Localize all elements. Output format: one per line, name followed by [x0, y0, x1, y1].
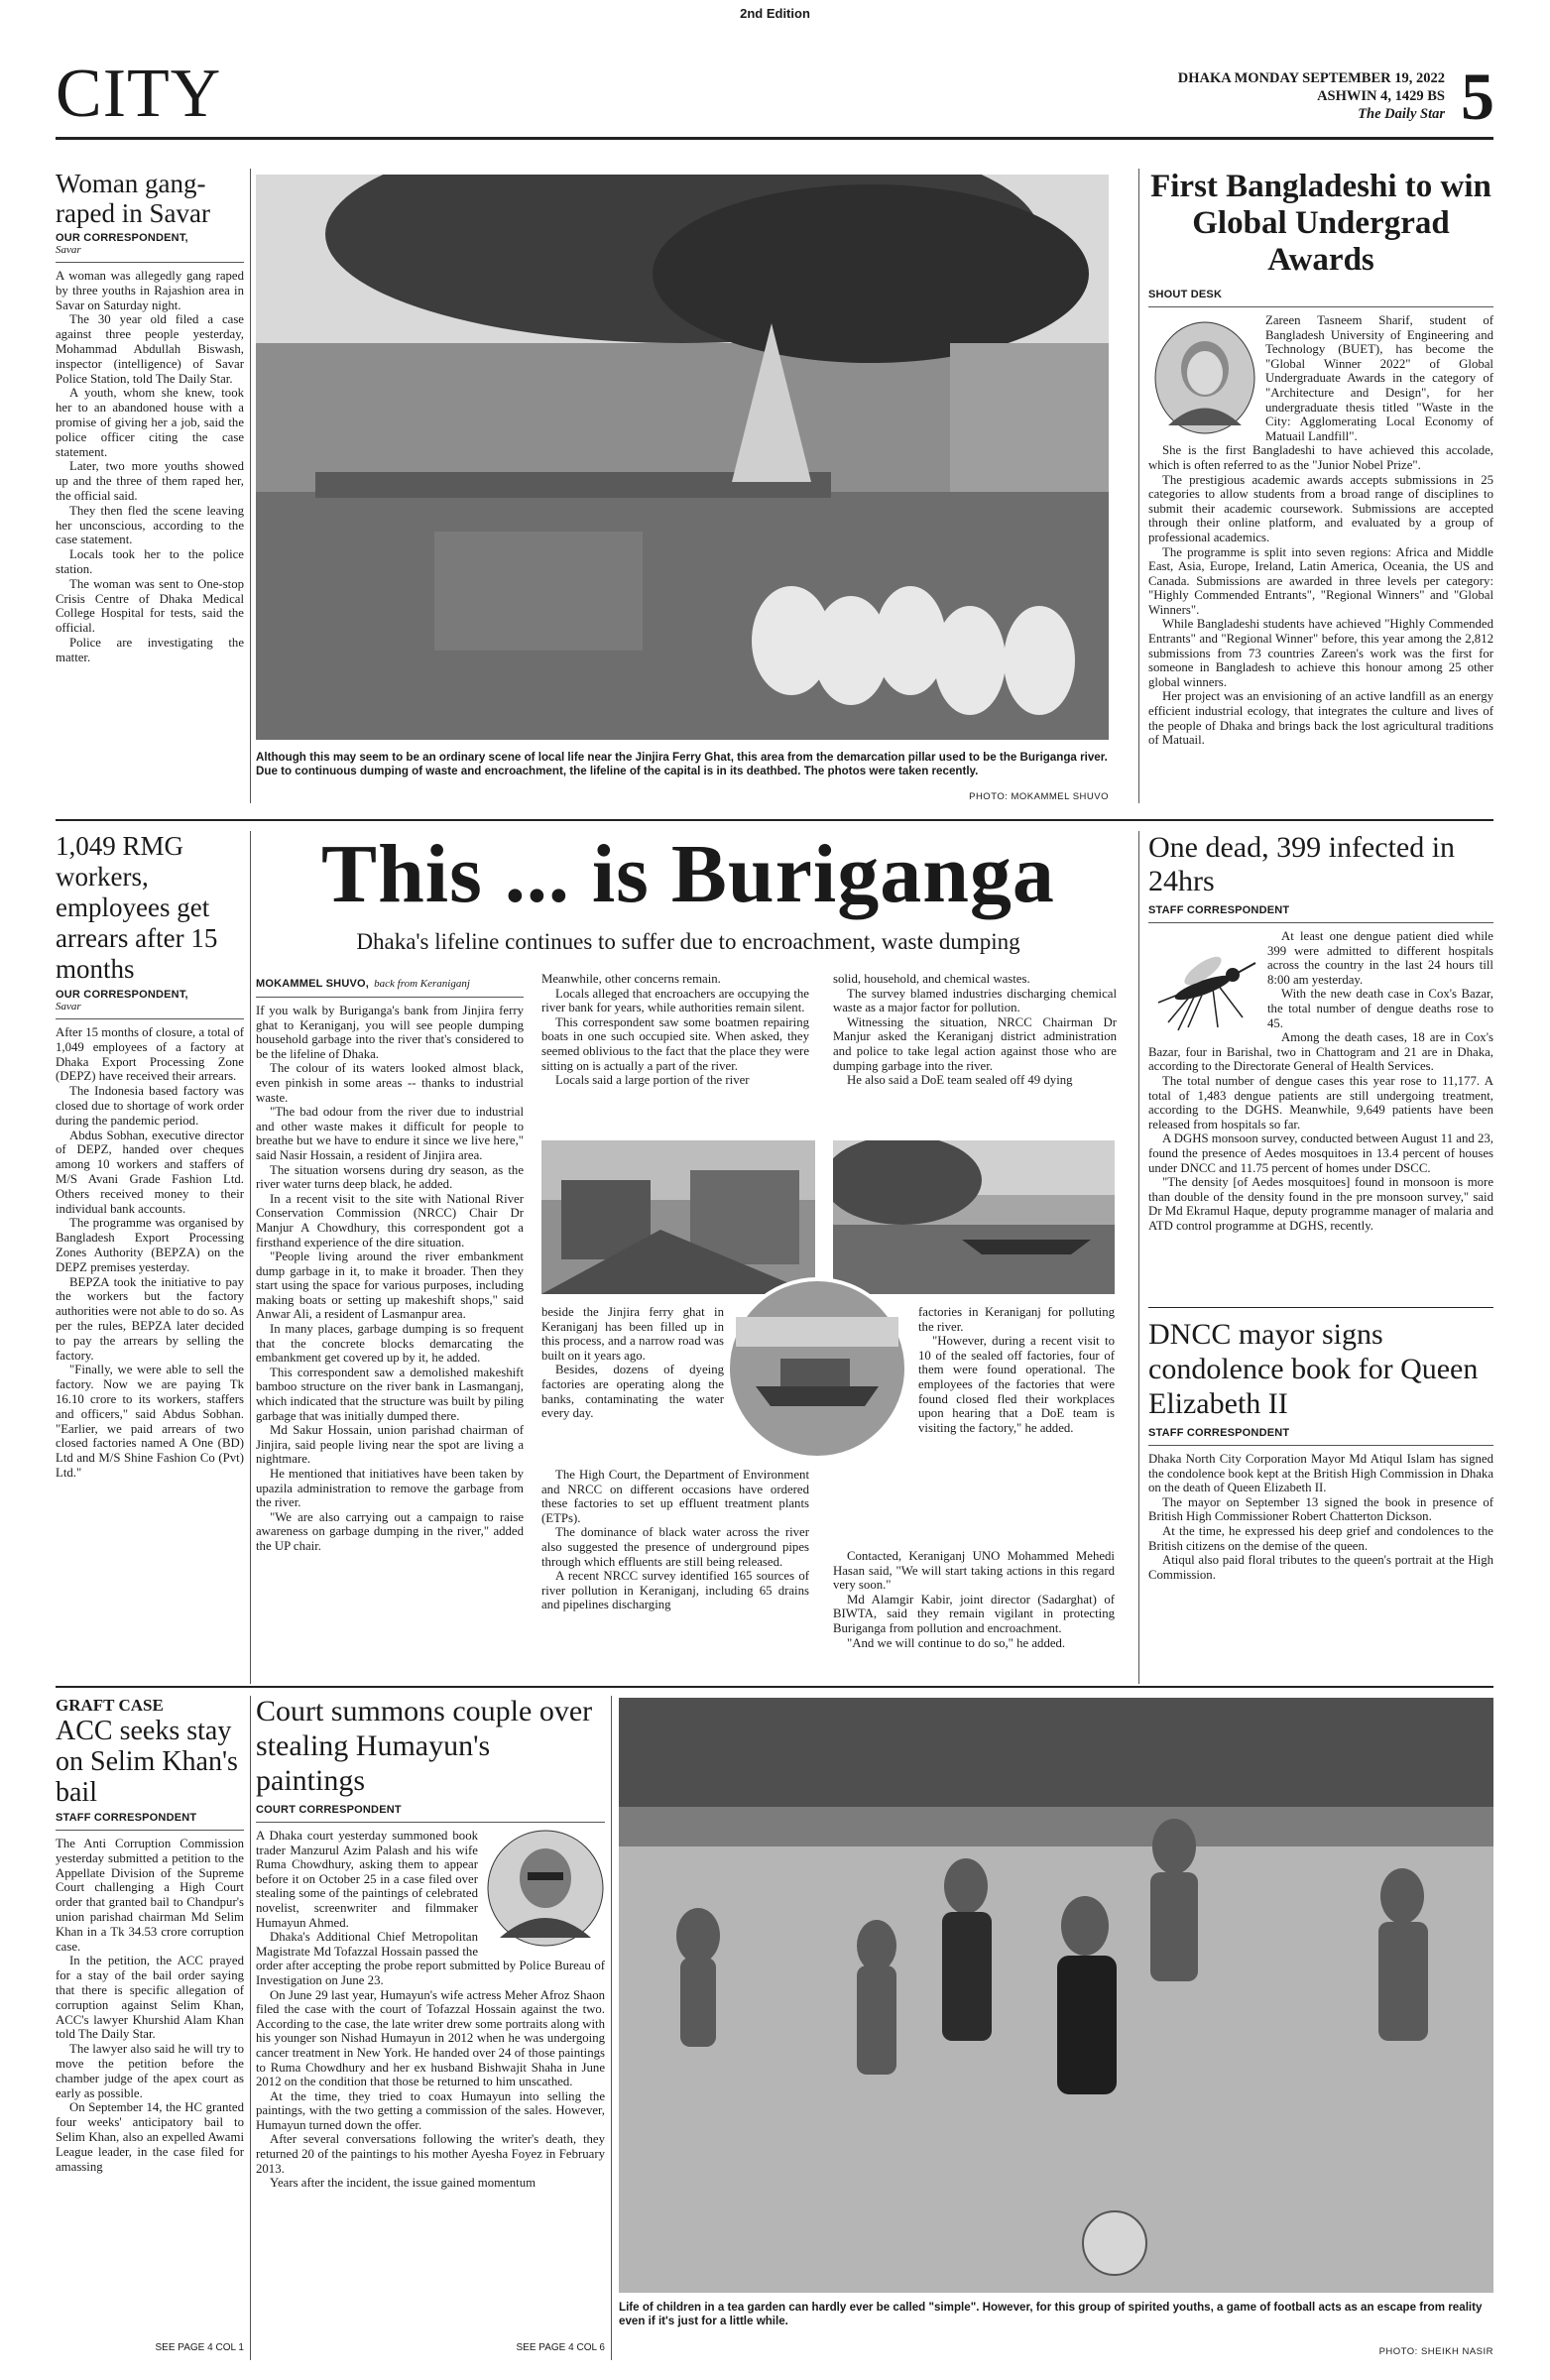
paragraph: At least one dengue patient died while 399 were admitted to different hospitals across the country in the last 24 hours till 8:00 am yesterday.: [1267, 929, 1493, 987]
paragraph: They then fled the scene leaving her unconscious, according to the case statement.: [56, 503, 244, 547]
dateline-place: back from Keraniganj: [374, 978, 470, 990]
paragraph: At the time, they tried to coax Humayun into selling the paintings, with the two getting a commission of the sales. However, Humayun turned down the offer.: [256, 2088, 605, 2132]
savar-story: [56, 169, 244, 665]
byline: MOKAMMEL SHUVO,: [256, 978, 370, 990]
edition-label: 2nd Edition: [740, 6, 810, 21]
paragraph: The Anti Corruption Commission yesterday submitted a petition to the Appellate Division of the Supreme Court challenging a High Court order that granted bail to Chandpur's union parishad chairman Md Selim Khan in a Tk 34.53 crore corruption case.: [56, 1837, 244, 1954]
paragraph: The 30 year old filed a case against three people yesterday, Mohammad Abdullah Biswash, inspector (intelligence) of Savar Police Station, told The Daily Star.: [56, 312, 244, 386]
byline: OUR CORRESPONDENT,: [56, 232, 188, 244]
paragraph: In many places, garbage dumping is so frequent that the concrete blocks demarcating the embankment get covered up by it, he added.: [256, 1322, 524, 1366]
dncc-story: [1148, 1317, 1493, 1582]
story-body: [56, 269, 244, 665]
buriganga-col-2-bottom-b: [541, 1468, 809, 1612]
dateline-place: Savar: [56, 1001, 81, 1012]
paragraph: The survey blamed industries discharging chemical waste as a major factor for pollution.: [833, 986, 1117, 1015]
portrait-image: [1154, 321, 1255, 435]
football-photo: [619, 1698, 1493, 2293]
top-photo-caption: Although this may seem to be an ordinary scene of local life near the Jinjira Ferry Ghat, this area from the demarcation pillar used to be the Buriganga river. Due to continuous dumping of waste and encroachment, the lifeline of the capital is in its deathbed. The photos were taken recently.: [256, 751, 1108, 777]
paragraph: Dhaka's Additional Chief Metropolitan Magistrate Md Tofazzal Hossain passed the order after accepting the probe report submitted by Police Bureau of Investigation on June 23.: [256, 1930, 605, 1987]
date: DHAKA MONDAY SEPTEMBER 19, 2022: [1177, 70, 1445, 86]
kicker: GRAFT CASE: [56, 1696, 164, 1715]
section-rule: [56, 1686, 1493, 1688]
photo-illustration: [833, 1140, 1115, 1294]
dateline-place: Savar: [56, 244, 81, 256]
paragraph: The High Court, the Department of Environment and NRCC on different occasions have ordered these factories to set up effluent treatment plants (ETPs).: [541, 1468, 809, 1525]
paragraph: The prestigious academic awards accepts submissions in 25 categories to allow students from a broad range of disciplines to submit their academic coursework. Submissions are accepted through their online platform, and evaluated by a group of professional academics.: [1148, 472, 1493, 544]
column-rule: [1138, 169, 1139, 803]
paragraph: BEPZA took the initiative to pay the workers but the factory authorities were not able to do so. As per the rules, BEPZA later decided to pay the arrears by selling the factory.: [56, 1274, 244, 1363]
paragraph: A woman was allegedly gang raped by three youths in Rajashion area in Savar on Saturday night.: [56, 269, 244, 312]
paragraph: "We are also carrying out a campaign to raise awareness on garbage dumping in the river," added the UP chair.: [256, 1509, 524, 1553]
mosquito-icon: [1148, 943, 1257, 1032]
headline: One dead, 399 infected in 24hrs: [1148, 831, 1456, 897]
subhead: Dhaka's lifeline continues to suffer due to encroachment, waste dumping: [356, 929, 1020, 954]
paragraph: On September 14, the HC granted four weeks' anticipatory bail to Selim Khan, also an expelled Awami League leader, in the case filed for amassing: [56, 2100, 244, 2174]
paragraph: Locals said a large portion of the river: [555, 1073, 750, 1088]
rmg-story: [56, 831, 244, 1481]
paragraph: "People living around the river embankment dump garbage in it, to make it broader. Then they start using the space for various purposes, including making boats or setting up makeshift shops," said Anwar Ali, a resident of Lasmanpur area.: [256, 1250, 524, 1322]
headline: ACC seeks stay on Selim Khan's bail: [56, 1716, 238, 1808]
paragraph: The lawyer also said he will try to move the petition before the chamber judge of the apex court as early as possible.: [56, 2042, 244, 2100]
paragraph: solid, household, and chemical wastes.: [833, 972, 1030, 986]
photo-illustration: [619, 1698, 1493, 2293]
football-photo-caption: Life of children in a tea garden can hardly ever be called "simple". However, for this group of spirited youths, a game of football acts as an escape from reality even if it's just for a little while.: [619, 2301, 1483, 2327]
paragraph: He also said a DoE team sealed off 49 dying: [847, 1073, 1073, 1088]
column-rule: [1138, 831, 1139, 1684]
portrait-humayun: [486, 1829, 605, 1948]
paragraph: Md Sakur Hossain, union parishad chairman of Jinjira, said people living near the spot are living a nightmare.: [256, 1423, 524, 1467]
photo-illustration: [256, 175, 1109, 740]
byline: OUR CORRESPONDENT,: [56, 989, 188, 1001]
paragraph: Dhaka North City Corporation Mayor Md Atiqul Islam has signed the condolence book kept at the British High Commission in Dhaka on the death of Queen Elizabeth II.: [1148, 1452, 1493, 1495]
bangla-date: ASHWIN 4, 1429 BS: [1317, 88, 1445, 104]
paragraph: She is the first Bangladeshi to have achieved this accolade, which is often referred to as the "Junior Nobel Prize".: [1148, 443, 1493, 472]
byline: STAFF CORRESPONDENT: [1148, 1427, 1290, 1439]
column-rule: [250, 831, 251, 1684]
paragraph: The colour of its waters looked almost black, even pinkish in some areas -- thanks to industrial waste.: [256, 1061, 524, 1105]
column-rule: [611, 1696, 612, 2360]
headline: Woman gang-raped in Savar: [56, 169, 210, 228]
divider: [256, 1822, 605, 1823]
column-rule: [250, 1696, 251, 2360]
story-divider: [1148, 1307, 1493, 1308]
paragraph: The dominance of black water across the river also suggested the presence of underground pipes through which effluents are still being released.: [541, 1525, 809, 1569]
top-photo-credit: PHOTO: MOKAMMEL SHUVO: [969, 791, 1109, 802]
paragraph: "Finally, we were able to sell the factory. Now we are paying Tk 16.10 crore to its workers, staffers and officers," said Abdus Sobhan. "Earlier, we paid arrears of two closed factories named A One (BD) Ltd and M/S Shine Fashion Co (Pvt) Ltd.": [56, 1363, 244, 1480]
byline: COURT CORRESPONDENT: [256, 1804, 402, 1816]
paragraph: At the time, he expressed his deep grief and condolences to the British citizens on the demise of the queen.: [1148, 1523, 1493, 1553]
paragraph: Her project was an envisioning of an active landfill as an energy efficient industrial ecology, that integrates the culture and lives of the people of Dhaka and brings back the lost agricultural traditions of Matuail.: [1148, 689, 1493, 748]
paragraph: The mayor on September 13 signed the book in presence of British High Commissioner Robert Chatterton Dickson.: [1148, 1494, 1493, 1524]
portrait-image: [486, 1829, 605, 1948]
paragraph: The programme is split into seven regions: Africa and Middle East, Asia, Europe, Ireland, Latin America, Oceania, the US and Canada. Submissions are awarded in three levels per category: "Highly Commended Entrants", "Regional Winners" and "Global Winners".: [1148, 544, 1493, 617]
paragraph: Atiqul also paid floral tributes to the queen's portrait at the High Commission.: [1148, 1553, 1493, 1582]
story-body: [56, 1025, 244, 1481]
paragraph: The total number of dengue cases this year rose to 11,177. A total of 1,483 dengue patients are still undergoing treatment, according to the DGHS. Meanwhile, 9,649 patients have been released from hospitals so far.: [1148, 1073, 1493, 1131]
jump-link[interactable]: SEE PAGE 4 COL 6: [516, 2342, 605, 2353]
paper-name: The Daily Star: [1358, 106, 1445, 122]
photo-illustration: [541, 1140, 815, 1294]
divider: [256, 997, 524, 998]
paragraph: He mentioned that initiatives have been taken by upazila administration to remove the garbage from the river.: [256, 1467, 524, 1510]
river-boats-photo: [833, 1140, 1115, 1294]
paragraph: Later, two more youths showed up and the three of them raped her, the official said.: [56, 459, 244, 503]
paragraph: This correspondent saw a demolished makeshift bamboo structure on the river bank in Lasmanganj, which indicated that the structure was built by piling garbage that was initially dumped there.: [256, 1365, 524, 1423]
divider: [1148, 922, 1493, 923]
section-title: CITY: [56, 56, 222, 132]
paragraph: Locals took her to the police station.: [56, 547, 244, 576]
football-photo-credit: PHOTO: SHEIKH NASIR: [1378, 2346, 1493, 2357]
buriganga-story: [256, 829, 1121, 956]
paragraph: In the petition, the ACC prayed for a stay of the bail order saying that there is specific allegation of corruption against Selim Khan, ACC's lawyer Khurshid Alam Khan told The Daily Star.: [56, 1954, 244, 2042]
buriganga-bank-photo: [256, 175, 1109, 740]
headline: First Bangladeshi to win Global Undergrad Awards: [1150, 169, 1491, 278]
divider: [56, 1018, 244, 1019]
paragraph: With the new death case in Cox's Bazar, the total number of dengue deaths rose to 45.: [1267, 987, 1493, 1030]
demolished-structure-photo: [541, 1140, 815, 1294]
paragraph: While Bangladeshi students have achieved "Highly Commended Entrants" and "Regional Winner" before, this year among the 2,812 submissions from 73 countries Zareen's work was the first for someone in Bangladesh to achieve this honour among 25 other global winners.: [1148, 617, 1493, 689]
paragraph: Locals alleged that encroachers are occupying the river bank for years, while authorities remain silent.: [541, 986, 809, 1015]
paragraph: A Dhaka court yesterday summoned book trader Manzurul Azim Palash and his wife Ruma Chowdhury, asking them to appear before it on October 25 in a case filed over stealing some of the paintings of celebrated novelist, screenwriter and filmmaker Humayun Ahmed.: [256, 1829, 478, 1930]
story-body: [56, 1837, 244, 2174]
buriganga-col-1: [256, 972, 524, 1554]
divider: [1148, 306, 1493, 307]
paragraph: Years after the incident, the issue gained momentum: [270, 2176, 537, 2191]
paragraph: On June 29 last year, Humayun's wife actress Meher Afroz Shaon filed the case with the court of Tofazzal Hossain against the two. According to the case, the late writer drew some portraits along with his younger son Nishad Humayun in 2012 when he was undergoing cancer treatment in New York. He handed over 24 of those paintings to Ruma Chowdhury and her ex husband Bishwajit Shaha in June 2012 on the condition that those be returned to him unscathed.: [256, 1987, 605, 2089]
masthead-dateline: [1178, 69, 1445, 123]
story-body: [1148, 1452, 1493, 1582]
paragraph: Besides, dozens of dyeing factories are operating along the banks, contaminating the water every day.: [541, 1363, 724, 1421]
divider: [56, 262, 244, 263]
divider: [56, 1830, 244, 1831]
paragraph: The Indonesia based factory was closed due to shortage of work order during the pandemic period.: [56, 1084, 244, 1128]
buriganga-col-3-bottom-b: [833, 1549, 1115, 1650]
headline: Court summons couple over stealing Humayun's paintings: [256, 1695, 593, 1797]
paragraph: factories in Keraniganj for polluting the river.: [918, 1305, 1115, 1334]
paragraph: "The bad odour from the river due to industrial and other waste makes it difficult for people to breathe but we have to endure it since we live here," said Nasir Hossain, a resident of Jinjira area.: [256, 1105, 524, 1162]
paragraph: If you walk by Buriganga's bank from Jinjira ferry ghat to Keraniganj, you will see people dumping household garbage into the river that's considered to be the lifeline of Dhaka.: [256, 1004, 524, 1061]
buriganga-col-3-top: [833, 972, 1117, 1088]
paragraph: The situation worsens during dry season, as the river water turns deep black, he added.: [256, 1162, 524, 1192]
paragraph: A youth, whom she knew, took her to an abandoned house with a promise of giving her a job, said the police officer citing the case statement.: [56, 386, 244, 459]
paragraph: A recent NRCC survey identified 165 sources of river pollution in Keraniganj, including 65 drains and pipelines discharging: [541, 1569, 809, 1612]
paragraph: In a recent visit to the site with National River Conservation Commission (NRCC) Chair Dr Manjur A Chowdhury, this correspondent got a firsthand experience of the dire situation.: [256, 1191, 524, 1250]
jump-link[interactable]: SEE PAGE 4 COL 1: [155, 2342, 244, 2353]
paragraph: Zareen Tasneem Sharif, student of Bangladesh University of Engineering and Technology (BUET), has become the "Global Winner 2022" of Global Undergraduate Awards in the category of "Architecture and Design", for her undergraduate thesis titled "Waste in the City: Agglomerating Local Economy of Matuail Landfill".: [1265, 313, 1493, 443]
paragraph: Abdus Sobhan, executive director of DEPZ, handed over cheques among 10 workers and staffers of M/S Avani Grade Fashion Ltd. Others received money to their individual bank accounts.: [56, 1128, 244, 1216]
buriganga-col-2-top: [541, 972, 809, 1088]
paragraph: The programme was organised by Bangladesh Export Processing Zones Authority (BEPZA) on the DEPZ premises yesterday.: [56, 1216, 244, 1274]
mosquito-illustration: [1148, 943, 1257, 1032]
buriganga-col-2-bottom-a: [541, 1305, 724, 1421]
paragraph: Police are investigating the matter.: [56, 635, 244, 664]
paragraph: Among the death cases, 18 are in Cox's Bazar, four in Barishal, two in Chattogram and 21 are in Dhaka, according to the Directorate General of Health Services.: [1148, 1030, 1493, 1074]
buriganga-col-3-bottom-a: [918, 1305, 1115, 1435]
award-story: [1148, 169, 1493, 748]
page-number: 5: [1461, 59, 1494, 134]
divider: [1148, 1445, 1493, 1446]
photo-illustration: [726, 1277, 908, 1460]
paragraph: A DGHS monsoon survey, conducted between August 11 and 23, found the presence of Aedes mosquitoes in 13.4 percent of houses under DNCC and 11.75 percent of homes under DSCC.: [1148, 1131, 1493, 1175]
paragraph: Meanwhile, other concerns remain.: [541, 972, 721, 986]
byline: STAFF CORRESPONDENT: [1148, 904, 1290, 916]
byline: STAFF CORRESPONDENT: [56, 1812, 197, 1824]
paragraph: The woman was sent to One-stop Crisis Centre of Dhaka Medical College Hospital for tests, said the official.: [56, 576, 244, 636]
paragraph: beside the Jinjira ferry ghat in Keraniganj has been filled up in this process, and a narrow road was built on it years ago.: [541, 1305, 724, 1363]
headline: 1,049 RMG workers, employees get arrears after 15 months: [56, 831, 218, 984]
section-rule: [56, 819, 1493, 821]
dengue-story: [1148, 831, 1493, 1233]
court-story: [256, 1694, 605, 2191]
paragraph: "The density [of Aedes mosquitoes] found in monsoon is more than double of the density found in the pre monsoon survey," said Dr Md Ekramul Haque, deputy programme manager of malaria and ATD control programme at DGHS, recently.: [1148, 1175, 1493, 1233]
headline: DNCC mayor signs condolence book for Queen Elizabeth II: [1148, 1318, 1479, 1420]
byline: SHOUT DESK: [1148, 289, 1223, 300]
lead-headline: This ... is Buriganga: [321, 828, 1055, 920]
portrait-zareen: [1154, 321, 1255, 435]
paragraph: "However, during a recent visit to 10 of the sealed off factories, four of them were found operational. The employees of the factories that were found closed fled their workplaces upon hearing that a DoE team is visiting the factory," he added.: [918, 1334, 1115, 1435]
paragraph: Witnessing the situation, NRCC Chairman Dr Manjur asked the Keraniganj district administration and police to take legal action against those who are dumping garbage into the river.: [833, 1014, 1117, 1073]
paragraph: After 15 months of closure, a total of 1,049 employees of a factory at Dhaka Export Processing Zone (DEPZ) have received their arrears.: [56, 1025, 244, 1084]
story-body: [256, 1004, 524, 1554]
acc-story: [56, 1696, 244, 2174]
column-rule: [250, 169, 251, 803]
paragraph: Contacted, Keraniganj UNO Mohammed Mehedi Hasan said, "We will start taking actions in this regard very soon.": [833, 1549, 1115, 1593]
paragraph: "And we will continue to do so," he added.: [847, 1635, 1066, 1650]
paragraph: This correspondent saw some boatmen repairing boats in one such occupied site. When asked, they seemed oblivious to the fact that the place they were sitting on is actually a part of the river.: [541, 1014, 809, 1073]
paragraph: After several conversations following the writer's death, they returned 20 of the paintings to his mother Ayesha Foyez in February 2013.: [256, 2132, 605, 2176]
paragraph: Md Alamgir Kabir, joint director (Sadarghat) of BIWTA, said they remain vigilant in protecting Buriganga from pollution and encroachment.: [833, 1592, 1115, 1635]
masthead-rule: [56, 137, 1493, 140]
boat-circle-photo: [726, 1277, 908, 1460]
